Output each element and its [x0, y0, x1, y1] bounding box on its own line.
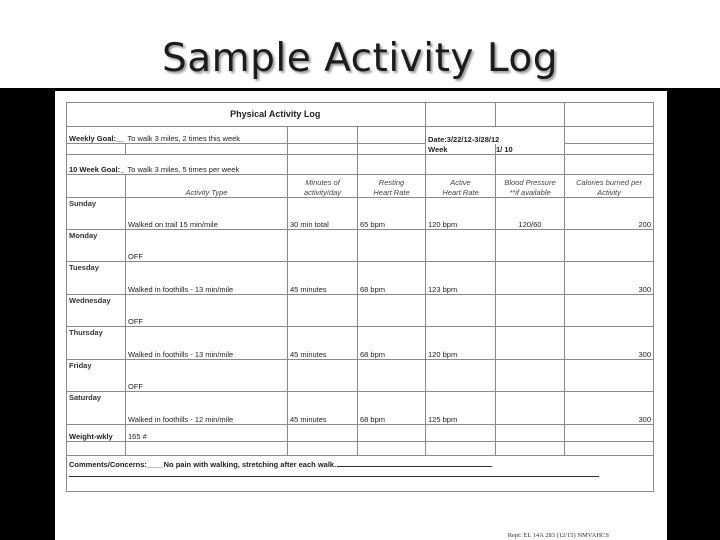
day-label: Thursday	[67, 327, 126, 360]
blank-cell	[288, 155, 358, 175]
blank-cell	[426, 425, 496, 442]
blank-cell	[358, 155, 426, 175]
resting-hr-cell: 65 bpm	[358, 198, 426, 230]
day-label: Friday	[67, 360, 126, 392]
blood-pressure-cell	[496, 230, 565, 262]
active-hr-cell: 123 bpm	[426, 262, 496, 295]
blank-cell	[565, 103, 654, 127]
blood-pressure-cell	[496, 360, 565, 392]
weekly-goal-value: To walk 3 miles, 2 times this week	[126, 127, 288, 144]
table-row	[67, 327, 654, 360]
minutes-cell: 30 min total	[288, 198, 358, 230]
header-active-line1: Active	[426, 175, 496, 187]
day-label: Monday	[67, 230, 126, 262]
minutes-cell: 45 minutes	[288, 392, 358, 425]
header-minutes-line2: activity/day	[288, 187, 358, 198]
blank-cell	[288, 425, 358, 442]
table-row	[67, 262, 654, 295]
resting-hr-cell	[358, 295, 426, 327]
active-hr-cell: 125 bpm	[426, 392, 496, 425]
calories-cell	[565, 360, 654, 392]
blood-pressure-cell	[496, 392, 565, 425]
activity-log-table	[66, 102, 654, 492]
ten-week-goal-value: To walk 3 miles, 5 times per week	[126, 155, 288, 175]
weight-label: Weight-wkly	[67, 425, 126, 442]
blank-cell	[358, 127, 426, 144]
active-hr-cell	[426, 360, 496, 392]
resting-hr-cell: 68 bpm	[358, 392, 426, 425]
day-label: Saturday	[67, 392, 126, 425]
resting-hr-cell: 68 bpm	[358, 262, 426, 295]
week-label: Week	[426, 144, 496, 155]
header-bp-line1: Blood Pressure	[496, 175, 565, 187]
calories-cell: 200	[565, 198, 654, 230]
day-label: Sunday	[67, 198, 126, 230]
header-calories-line2: Activity	[565, 187, 654, 198]
header-activity-type: Activity Type	[126, 187, 288, 198]
activity-cell: Walked on trail 15 min/mile	[126, 198, 288, 230]
minutes-cell: 45 minutes	[288, 262, 358, 295]
table-row	[67, 230, 654, 262]
minutes-cell	[288, 230, 358, 262]
blank-cell	[565, 127, 654, 144]
comments-value: No pain with walking, stretching after each walk.	[163, 460, 337, 469]
table-row	[67, 360, 654, 392]
table-row	[67, 198, 654, 230]
header-resting-line1: Resting	[358, 175, 426, 187]
activity-log-sheet	[55, 91, 667, 540]
blank-cell	[565, 442, 654, 456]
active-hr-cell	[426, 295, 496, 327]
header-resting-line2: Heart Rate	[358, 187, 426, 198]
blank-cell	[565, 155, 654, 175]
activity-cell: OFF	[126, 360, 288, 392]
activity-cell: Walked in foothills - 13 min/mile	[126, 262, 288, 295]
form-reference: Rept: EL 14A 283 (12/15) NMVAHCS	[507, 532, 609, 539]
minutes-cell: 45 minutes	[288, 327, 358, 360]
blood-pressure-cell	[496, 262, 565, 295]
blank-cell	[67, 187, 126, 198]
table-row	[67, 392, 654, 425]
blank-cell	[496, 155, 565, 175]
slide-title: Sample Activity Log	[161, 36, 559, 81]
minutes-cell	[288, 295, 358, 327]
blank-cell	[67, 175, 126, 187]
blank-cell	[67, 442, 126, 456]
date-range: Date:3/22/12-3/28/12	[426, 127, 565, 144]
ten-week-goal-label: 10 Week Goal:_	[67, 155, 126, 175]
calories-cell: 300	[565, 262, 654, 295]
blank-cell	[67, 103, 126, 127]
resting-hr-cell: 68 bpm	[358, 327, 426, 360]
blank-cell	[426, 155, 496, 175]
weekly-goal-label: Weekly Goal:__	[67, 127, 126, 144]
calories-cell: 300	[565, 392, 654, 425]
day-label: Tuesday	[67, 262, 126, 295]
blank-cell	[67, 144, 126, 155]
table-row	[67, 295, 654, 327]
week-value: 1/ 10	[496, 144, 565, 155]
blank-cell	[496, 103, 565, 127]
activity-cell: Walked in foothills - 13 min/mile	[126, 327, 288, 360]
minutes-cell	[288, 360, 358, 392]
calories-cell	[565, 230, 654, 262]
blank-cell	[565, 144, 654, 155]
blood-pressure-cell	[496, 295, 565, 327]
comments-label: Comments/Concerns:____	[69, 460, 164, 469]
active-hr-cell: 120 bpm	[426, 198, 496, 230]
blank-cell	[358, 442, 426, 456]
blood-pressure-cell	[496, 327, 565, 360]
blank-cell	[288, 127, 358, 144]
blank-cell	[126, 442, 288, 456]
resting-hr-cell	[358, 360, 426, 392]
calories-cell	[565, 295, 654, 327]
active-hr-cell: 120 bpm	[426, 327, 496, 360]
blank-cell	[565, 425, 654, 442]
blank-cell	[126, 175, 288, 187]
calories-cell: 300	[565, 327, 654, 360]
blood-pressure-cell: 120/60	[496, 198, 565, 230]
day-label: Wednesday	[67, 295, 126, 327]
activity-cell: OFF	[126, 230, 288, 262]
active-hr-cell	[426, 230, 496, 262]
blank-cell	[358, 144, 426, 155]
blank-cell	[358, 425, 426, 442]
activity-cell: OFF	[126, 295, 288, 327]
comments-underline	[337, 459, 492, 467]
blank-cell	[126, 144, 288, 155]
resting-hr-cell	[358, 230, 426, 262]
weight-value: 165 #	[126, 425, 288, 442]
blank-cell	[496, 442, 565, 456]
log-title: Physical Activity Log	[126, 103, 426, 127]
blank-cell	[288, 144, 358, 155]
blank-cell	[288, 442, 358, 456]
activity-cell: Walked in foothills - 12 min/mile	[126, 392, 288, 425]
blank-cell	[496, 425, 565, 442]
comments-underline-2	[69, 476, 599, 477]
header-minutes-line1: Minutes of	[288, 175, 358, 187]
header-active-line2: Heart Rate	[426, 187, 496, 198]
header-calories-line1: Calories burned per	[565, 175, 654, 187]
blank-cell	[426, 103, 496, 127]
blank-cell	[426, 442, 496, 456]
comments-row	[67, 456, 654, 492]
header-bp-line2: **if available	[496, 187, 565, 198]
